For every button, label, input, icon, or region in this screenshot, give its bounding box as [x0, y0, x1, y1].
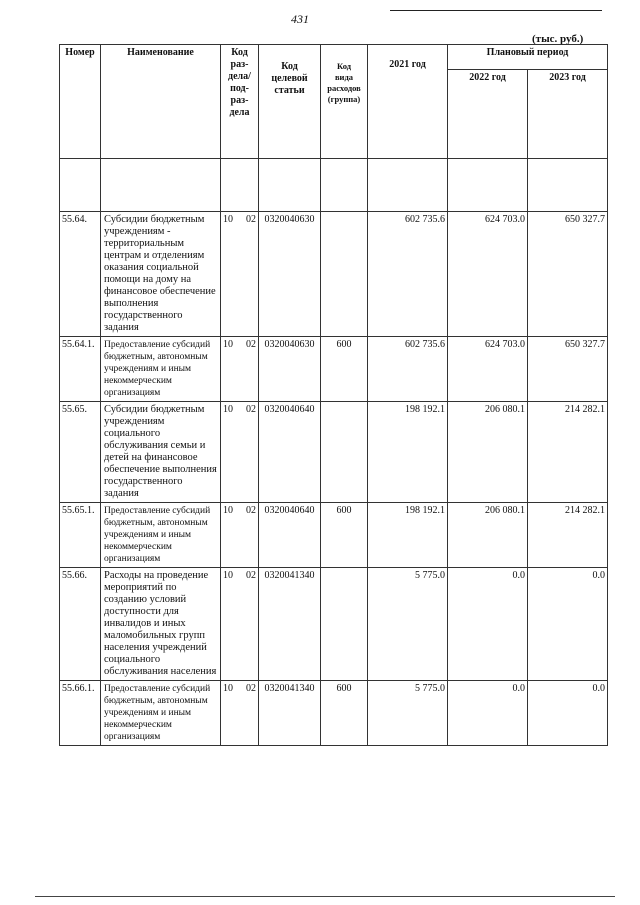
- header-vid: [321, 45, 368, 159]
- spacer-cell: [259, 159, 321, 212]
- row-name: Субсидии бюджетным учреждениям - территориальным центрам и отделениям оказания социальной помощи на дому на финансовое обеспечение выполнения государственного задания: [101, 212, 221, 337]
- row-vid: 600: [321, 337, 368, 402]
- row-vid: [321, 212, 368, 337]
- row-cel: 0320040640: [259, 402, 321, 503]
- row-2023: 214 282.1: [528, 503, 608, 568]
- row-razdel-cell: [221, 503, 259, 568]
- spacer-cell: [101, 159, 221, 212]
- header-cel-line: Код: [281, 61, 298, 72]
- row-vid: 600: [321, 681, 368, 746]
- header-plan-period: Плановый период: [448, 45, 608, 70]
- row-vid: [321, 568, 368, 681]
- row-2021: 5 775.0: [368, 681, 448, 746]
- table-row: [60, 681, 608, 746]
- budget-table: [59, 44, 608, 746]
- header-2022: 2022 год: [448, 70, 528, 159]
- header-razdel-line: под-: [230, 83, 249, 94]
- header-vid-line: (группа): [327, 94, 361, 104]
- header-razdel-line: дела/: [228, 71, 251, 82]
- row-razdel-cell: [221, 402, 259, 503]
- table-body: [60, 159, 608, 746]
- header-razdel-line: дела: [229, 107, 250, 118]
- row-2023: 0.0: [528, 568, 608, 681]
- header-cel-line: статьи: [274, 85, 305, 96]
- header-2023: 2023 год: [528, 70, 608, 159]
- row-podrazdel: 02: [246, 339, 256, 350]
- row-2023: 650 327.7: [528, 212, 608, 337]
- row-podrazdel: 02: [246, 683, 256, 694]
- row-cel: 0320040630: [259, 337, 321, 402]
- row-name: Расходы на проведение мероприятий по созданию условий доступности для инвалидов и иных маломобильных групп населения учреждений социального обслуживания населения: [101, 568, 221, 681]
- header-razdel: [221, 45, 259, 159]
- row-number: 55.64.1.: [60, 337, 101, 402]
- row-razdel-cell: [221, 337, 259, 402]
- row-name: Предоставление субсидий бюджетным, автономным учреждениям и иным некоммерческим организациям: [101, 337, 221, 402]
- header-cel-line: целевой: [271, 73, 308, 84]
- row-cel: 0320041340: [259, 681, 321, 746]
- header-vid-line: расходов: [327, 83, 361, 93]
- row-name: Предоставление субсидий бюджетным, автономным учреждениям и иным некоммерческим организациям: [101, 681, 221, 746]
- spacer-cell: [528, 159, 608, 212]
- header-vid-line: Код: [336, 61, 352, 71]
- bottom-rule: [35, 896, 615, 897]
- row-2021: 5 775.0: [368, 568, 448, 681]
- table-row: [60, 568, 608, 681]
- row-cel: 0320041340: [259, 568, 321, 681]
- row-2022: 624 703.0: [448, 337, 528, 402]
- row-vid: [321, 402, 368, 503]
- row-podrazdel: 02: [246, 570, 256, 581]
- row-razdel-cell: [221, 212, 259, 337]
- spacer-cell: [321, 159, 368, 212]
- row-2023: 214 282.1: [528, 402, 608, 503]
- units-label: (тыс. руб.): [532, 33, 584, 45]
- row-number: 55.64.: [60, 212, 101, 337]
- row-number: 55.65.: [60, 402, 101, 503]
- row-2022: 0.0: [448, 568, 528, 681]
- table-row: [60, 212, 608, 337]
- row-2021: 602 735.6: [368, 337, 448, 402]
- header-name: Наименование: [101, 45, 221, 159]
- row-2021: 198 192.1: [368, 402, 448, 503]
- header-2021: 2021 год: [368, 45, 448, 159]
- row-2021: 602 735.6: [368, 212, 448, 337]
- header-razdel-line: раз-: [230, 59, 249, 70]
- row-2022: 206 080.1: [448, 402, 528, 503]
- row-cel: 0320040630: [259, 212, 321, 337]
- header-razdel-line: Код: [231, 47, 248, 58]
- row-2023: 650 327.7: [528, 337, 608, 402]
- row-razdel: 10: [223, 404, 233, 415]
- table-row: [60, 337, 608, 402]
- header-razdel-line: раз-: [230, 95, 249, 106]
- row-razdel: 10: [223, 570, 233, 581]
- table-row: [60, 503, 608, 568]
- top-rule: [390, 10, 602, 11]
- row-2022: 0.0: [448, 681, 528, 746]
- spacer-cell: [368, 159, 448, 212]
- row-2022: 624 703.0: [448, 212, 528, 337]
- page-number: 431: [291, 12, 309, 26]
- row-name: Субсидии бюджетным учреждениям социального обслуживания семьи и детей на финансовое обеспечение выполнения государственного задания: [101, 402, 221, 503]
- header-vid-line: вида: [334, 72, 354, 82]
- spacer-cell: [448, 159, 528, 212]
- row-podrazdel: 02: [246, 404, 256, 415]
- row-number: 55.66.1.: [60, 681, 101, 746]
- spacer-cell: [60, 159, 101, 212]
- row-razdel: 10: [223, 339, 233, 350]
- header-cel: [259, 45, 321, 159]
- row-name: Предоставление субсидий бюджетным, автономным учреждениям и иным некоммерческим организациям: [101, 503, 221, 568]
- row-razdel: 10: [223, 214, 233, 225]
- row-2023: 0.0: [528, 681, 608, 746]
- row-podrazdel: 02: [246, 214, 256, 225]
- row-razdel-cell: [221, 681, 259, 746]
- row-2021: 198 192.1: [368, 503, 448, 568]
- row-cel: 0320040640: [259, 503, 321, 568]
- row-razdel: 10: [223, 683, 233, 694]
- row-number: 55.66.: [60, 568, 101, 681]
- row-vid: 600: [321, 503, 368, 568]
- spacer-cell: [221, 159, 259, 212]
- row-razdel: 10: [223, 505, 233, 516]
- table-row: [60, 402, 608, 503]
- header-number: Номер: [60, 45, 101, 159]
- row-number: 55.65.1.: [60, 503, 101, 568]
- row-razdel-cell: [221, 568, 259, 681]
- row-podrazdel: 02: [246, 505, 256, 516]
- spacer-row: [60, 159, 608, 212]
- row-2022: 206 080.1: [448, 503, 528, 568]
